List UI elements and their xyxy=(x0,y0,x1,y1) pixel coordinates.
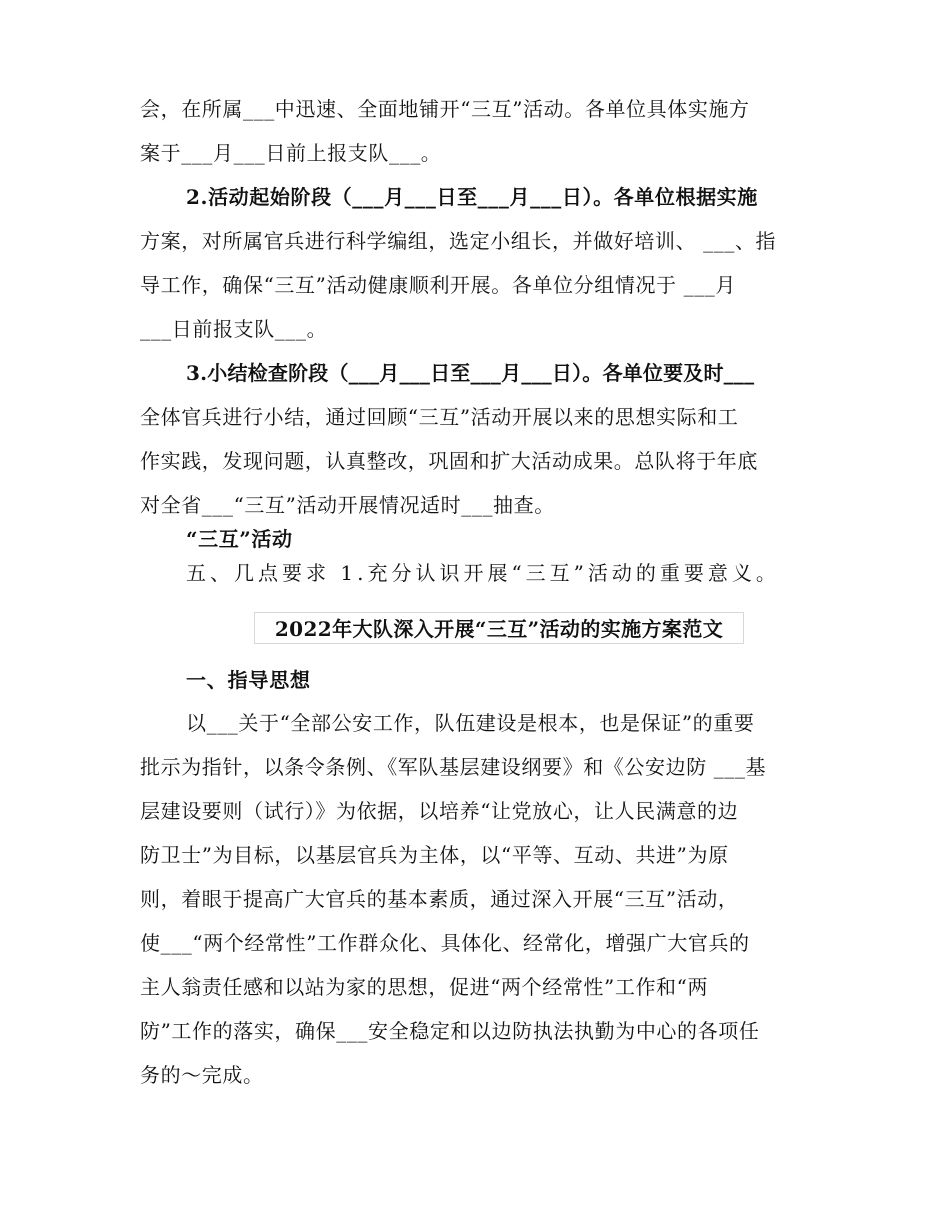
body-line: 防卫士”为目标，以基层官兵为主体，以“平等、互动、共进”为原 xyxy=(140,843,729,867)
text-line: 作实践，发现问题，认真整改，巩固和扩大活动成果。总队将于年底 xyxy=(140,449,758,473)
text-line: 案于___月___日前上报支队___。 xyxy=(140,141,442,165)
stage-2-line: 2.活动起始阶段（___月___日至___月___日）。各单位根据实施 xyxy=(186,185,758,209)
text-line: 全体官兵进行小结，通过回顾“三互”活动开展以来的思想实际和工 xyxy=(140,405,739,429)
body-line: 批示为指针，以条令条例、《军队基层建设纲要》和《公安边防 ___基 xyxy=(140,755,767,779)
text-line: ___日前报支队___。 xyxy=(140,317,328,341)
body-line: 防”工作的落实，确保___安全稳定和以边防执法执勤为中心的各项任 xyxy=(140,1019,760,1043)
document-title: 2022年大队深入开展“三互”活动的实施方案范文 xyxy=(254,612,744,644)
body-line: 使___“两个经常性”工作群众化、具体化、经常化，增强广大官兵的 xyxy=(140,931,750,955)
text-line: 导工作，确保“三互”活动健康顺利开展。各单位分组情况于 ___月 xyxy=(140,273,737,297)
body-line: 主人翁责任感和以站为家的思想，促进“两个经常性”工作和“两 xyxy=(140,975,709,999)
text-line: 会，在所属___中迅速、全面地铺开“三互”活动。各单位具体实施方 xyxy=(140,97,750,121)
stage-3-line: 3.小结检查阶段（___月___日至___月___日）。各单位要及时___ xyxy=(186,361,755,385)
requirements-line: 五、几点要求 1.充分认识开展“三互”活动的重要意义。 xyxy=(186,561,780,585)
section-subheading: “三互”活动 xyxy=(186,527,293,551)
body-line: 层建设要则（试行）》为依据，以培养“让党放心，让人民满意的边 xyxy=(140,799,739,823)
text-line: 对全省___“三互”活动开展情况适时___抽查。 xyxy=(140,493,555,517)
section-heading: 一、指导思想 xyxy=(186,668,311,692)
body-line: 务的～完成。 xyxy=(140,1063,264,1087)
body-line: 则，着眼于提高广大官兵的基本素质，通过深入开展“三互”活动， xyxy=(140,887,739,911)
body-line: 以___关于“全部公安工作，队伍建设是根本，也是保证”的重要 xyxy=(186,711,755,735)
text-line: 方案，对所属官兵进行科学编组，选定小组长，并做好培训、 ___、指 xyxy=(140,229,777,253)
